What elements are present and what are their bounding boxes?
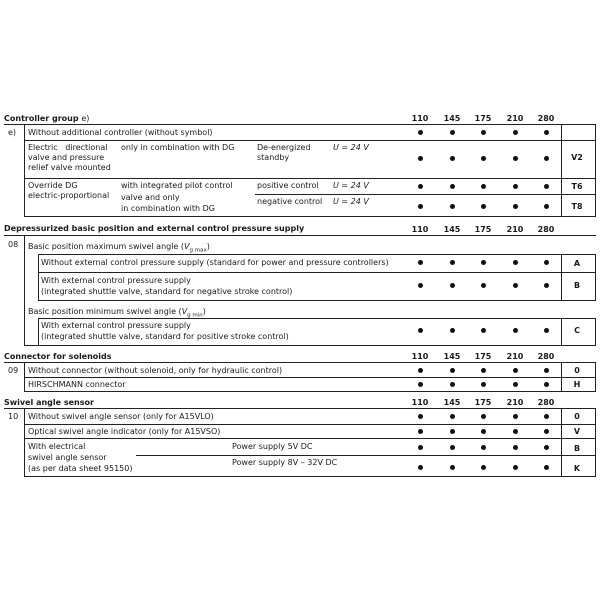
availability-dot [513,368,518,373]
divider [595,254,596,300]
divider [4,124,596,125]
availability-dot [481,260,486,265]
row-label: Override DG [28,181,78,190]
order-code: 0 [574,412,580,421]
size-header: 210 [506,225,524,234]
availability-dot [481,445,486,450]
divider [24,124,25,216]
availability-dot [418,184,423,189]
section-index: 08 [8,240,19,249]
order-code: V2 [571,153,583,162]
order-code: 0 [574,366,580,375]
availability-dot [450,429,455,434]
availability-dot [481,368,486,373]
availability-dot [418,465,423,470]
availability-dot [513,414,518,419]
size-header: 110 [411,225,429,234]
size-header: 145 [443,225,461,234]
voltage-label: U = 24 V [333,143,369,152]
availability-dot [450,328,455,333]
order-code: C [574,326,580,335]
availability-dot [450,368,455,373]
size-header: 110 [411,352,429,361]
divider [561,362,562,391]
divider [38,318,39,345]
availability-dot [513,382,518,387]
divider [24,178,596,179]
size-header: 145 [443,352,461,361]
availability-dot [513,260,518,265]
divider [136,455,596,456]
row-label: With external control pressure supply [41,276,191,285]
size-header: 210 [506,114,524,123]
divider [24,216,596,217]
row-label: Without connector (without solenoid, only for hydraulic control) [28,366,283,375]
row-label: Optical swivel angle indicator (only for A15VSO) [28,427,221,436]
availability-dot [481,328,486,333]
row-heading: Basic position maximum swivel angle $(V_{g max})$ [28,242,210,254]
divider [24,140,596,141]
availability-dot [418,130,423,135]
row-label: Without additional controller (without symbol) [28,128,213,137]
availability-dot [481,204,486,209]
size-header: 175 [474,398,492,407]
row-label: With external control pressure supply [41,321,191,330]
availability-dot [513,204,518,209]
divider [24,362,25,391]
row-condition: with integrated pilot control [121,181,233,190]
section-09-title: Connector for solenoids [4,352,112,361]
divider [24,377,596,378]
divider [24,438,596,439]
size-header: 280 [537,352,555,361]
availability-dot [450,204,455,209]
divider [38,272,596,273]
row-label: Power supply 8V – 32V DC [232,458,338,467]
availability-dot [418,382,423,387]
availability-dot [418,368,423,373]
availability-dot [450,445,455,450]
section-index: e) [8,128,17,137]
availability-dot [418,204,423,209]
availability-dot [418,156,423,161]
row-label: Without swivel angle sensor (only for A15VLO) [28,412,214,421]
divider [38,254,596,255]
row-label: electric-proportional [28,191,110,200]
section-index: 10 [8,412,19,421]
divider [38,254,39,300]
availability-dot [513,130,518,135]
size-header: 210 [506,398,524,407]
availability-dot [418,429,423,434]
availability-dot [544,283,549,288]
row-label: swivel angle sensor [28,453,107,462]
availability-dot [481,156,486,161]
availability-dot [481,414,486,419]
order-code: H [573,380,581,389]
availability-dot [481,283,486,288]
size-header: 280 [537,114,555,123]
row-label: (integrated shuttle valve, standard for negative stroke control) [41,287,293,296]
availability-dot [513,184,518,189]
size-header: 110 [411,398,429,407]
row-condition: in combination with DG [121,204,215,213]
section-08-title: Depressurized basic position and external control pressure supply [4,224,305,233]
divider [4,362,596,363]
availability-dot [544,130,549,135]
divider [561,318,562,345]
row-condition: only in combination with DG [121,143,235,152]
availability-dot [544,204,549,209]
availability-dot [450,184,455,189]
divider [255,194,596,195]
row-label: Electric directional [28,143,108,152]
availability-dot [481,130,486,135]
divider [24,345,596,346]
availability-dot [418,260,423,265]
voltage-label: U = 24 V [333,197,369,206]
divider [24,424,596,425]
size-header: 145 [443,114,461,123]
order-code: T6 [571,182,583,191]
order-code: B [573,281,581,290]
availability-dot [481,429,486,434]
divider [24,391,596,392]
order-code: B [573,444,581,453]
availability-dot [544,184,549,189]
availability-dot [544,260,549,265]
availability-dot [450,283,455,288]
availability-dot [544,328,549,333]
row-label: With electrical [28,442,86,451]
section-index: 09 [8,366,19,375]
row-state: standby [257,153,290,162]
row-label: valve and pressure [28,153,105,162]
section-10-title: Swivel angle sensor [4,398,94,407]
divider [38,318,596,319]
availability-dot [544,445,549,450]
size-header: 110 [411,114,429,123]
divider [595,362,596,391]
order-code: T8 [571,202,583,211]
size-header: 175 [474,352,492,361]
availability-dot [450,260,455,265]
availability-dot [544,465,549,470]
row-condition: valve and only [121,193,180,202]
row-state: negative control [257,197,323,206]
availability-dot [513,465,518,470]
row-state: De-energized [257,143,311,152]
row-label: HIRSCHMANN connector [28,380,126,389]
divider [24,408,25,476]
availability-dot [450,130,455,135]
voltage-label: U = 24 V [333,181,369,190]
availability-dot [544,429,549,434]
divider [595,408,596,476]
availability-dot [450,465,455,470]
size-header: 280 [537,225,555,234]
availability-dot [418,414,423,419]
size-header: 175 [474,114,492,123]
availability-dot [418,283,423,288]
divider [595,124,596,216]
availability-dot [544,368,549,373]
availability-dot [450,156,455,161]
divider [4,235,596,236]
availability-dot [450,414,455,419]
divider [561,124,562,216]
size-header: 175 [474,225,492,234]
row-label: relief valve mounted [28,163,111,172]
availability-dot [418,445,423,450]
row-label: (as per data sheet 95150) [28,464,133,473]
availability-dot [481,382,486,387]
row-label: Power supply 5V DC [232,442,313,451]
divider [4,408,596,409]
divider [24,235,25,345]
availability-dot [544,156,549,161]
divider [24,476,596,477]
availability-dot [513,445,518,450]
size-header: 280 [537,398,555,407]
divider [38,300,596,301]
row-state: positive control [257,181,319,190]
availability-dot [450,382,455,387]
divider [561,408,562,476]
availability-dot [513,328,518,333]
row-heading: Basic position minimum swivel angle $(V_{g min})$ [28,307,206,319]
availability-dot [544,414,549,419]
availability-dot [418,328,423,333]
divider [561,254,562,300]
order-code: K [573,464,581,473]
order-code: V [573,427,581,436]
availability-dot [513,429,518,434]
availability-dot [513,283,518,288]
size-header: 210 [506,352,524,361]
availability-dot [481,465,486,470]
size-header: 145 [443,398,461,407]
divider [595,318,596,345]
availability-dot [481,184,486,189]
availability-dot [544,382,549,387]
order-code: A [573,259,581,268]
availability-dot [513,156,518,161]
row-label: (integrated shuttle valve, standard for positive stroke control) [41,332,289,341]
row-label: Without external control pressure supply (standard for power and pressure controllers) [41,258,389,267]
section-e-title: Controller group e) [4,114,90,123]
